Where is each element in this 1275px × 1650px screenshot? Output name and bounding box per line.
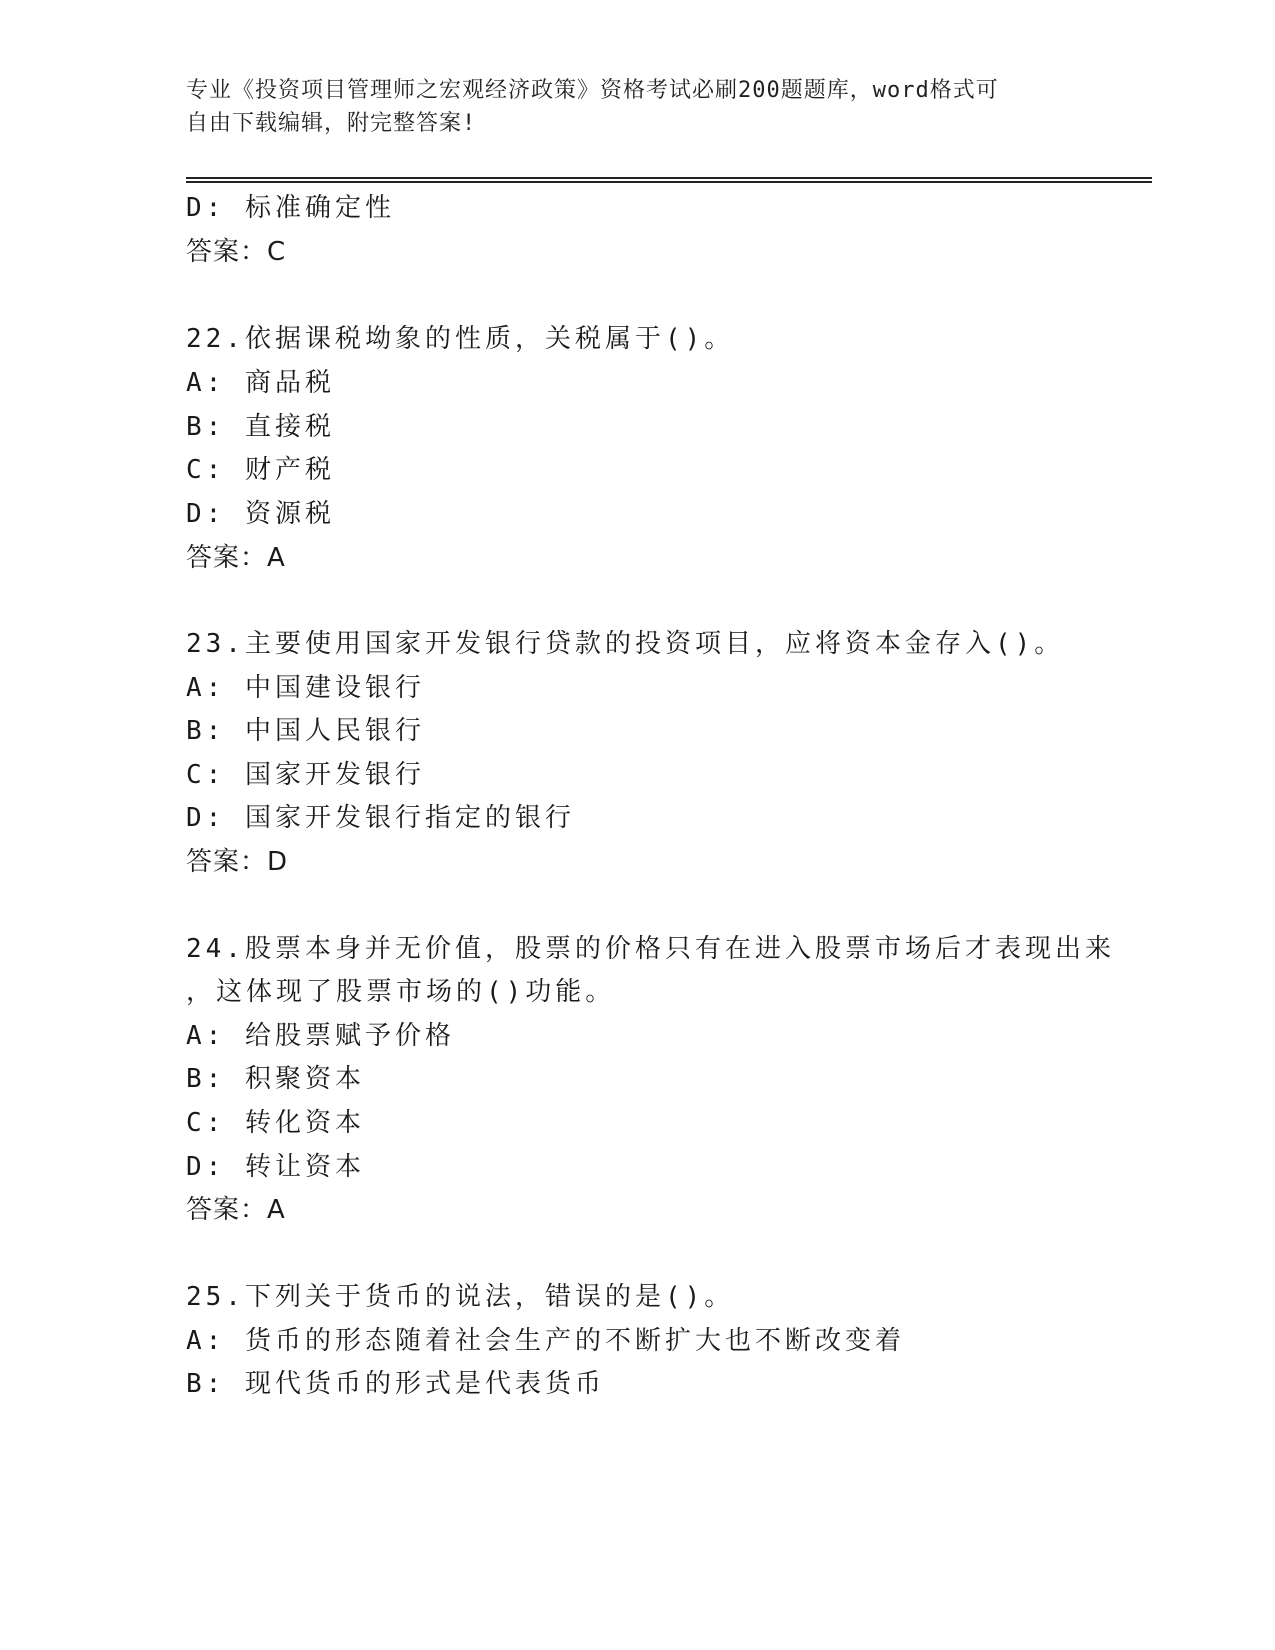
question-22-stem: 22.依据课税坳象的性质，关税属于()。: [186, 324, 735, 354]
question-23-answer: 答案：D: [186, 847, 289, 877]
header-line-1: 专业《投资项目管理师之宏观经济政策》资格考试必刷200题题库，word格式可: [186, 78, 999, 103]
question-22-option-a: A: 商品税: [186, 368, 335, 398]
question-22-option-b: B: 直接税: [186, 412, 335, 442]
question-23-option-b: B: 中国人民银行: [186, 716, 425, 746]
question-25-stem: 25.下列关于货币的说法，错误的是()。: [186, 1282, 735, 1312]
question-25-option-b: B: 现代货币的形式是代表货币: [186, 1369, 605, 1399]
question-24-option-a: A: 给股票赋予价格: [186, 1021, 455, 1051]
question-22-option-c: C: 财产税: [186, 455, 335, 485]
question-24-option-b: B: 积聚资本: [186, 1064, 365, 1094]
header-line-2: 自由下载编辑，附完整答案!: [186, 111, 477, 136]
header-divider-bottom: [186, 181, 1152, 183]
question-22-option-d: D: 资源税: [186, 499, 335, 529]
question-22-answer: 答案：A: [186, 543, 286, 573]
question-24-stem-line-2: ，这体现了股票市场的()功能。: [186, 977, 616, 1007]
question-25-option-a: A: 货币的形态随着社会生产的不断扩大也不断改变着: [186, 1326, 905, 1356]
header-divider-top: [186, 177, 1152, 179]
question-23-option-d: D: 国家开发银行指定的银行: [186, 803, 575, 833]
question-24-stem-line-1: 24.股票本身并无价值，股票的价格只有在进入股票市场后才表现出来: [186, 934, 1115, 964]
question-23-option-a: A: 中国建设银行: [186, 673, 425, 703]
question-23-stem: 23.主要使用国家开发银行贷款的投资项目，应将资本金存入()。: [186, 629, 1065, 659]
prev-option-d: D: 标准确定性: [186, 193, 395, 223]
question-24-option-c: C: 转化资本: [186, 1108, 365, 1138]
question-24-option-d: D: 转让资本: [186, 1152, 365, 1182]
document-header: [186, 74, 1066, 140]
question-24-answer: 答案：A: [186, 1195, 286, 1225]
question-23-option-c: C: 国家开发银行: [186, 760, 425, 790]
prev-answer: 答案：C: [186, 237, 287, 267]
